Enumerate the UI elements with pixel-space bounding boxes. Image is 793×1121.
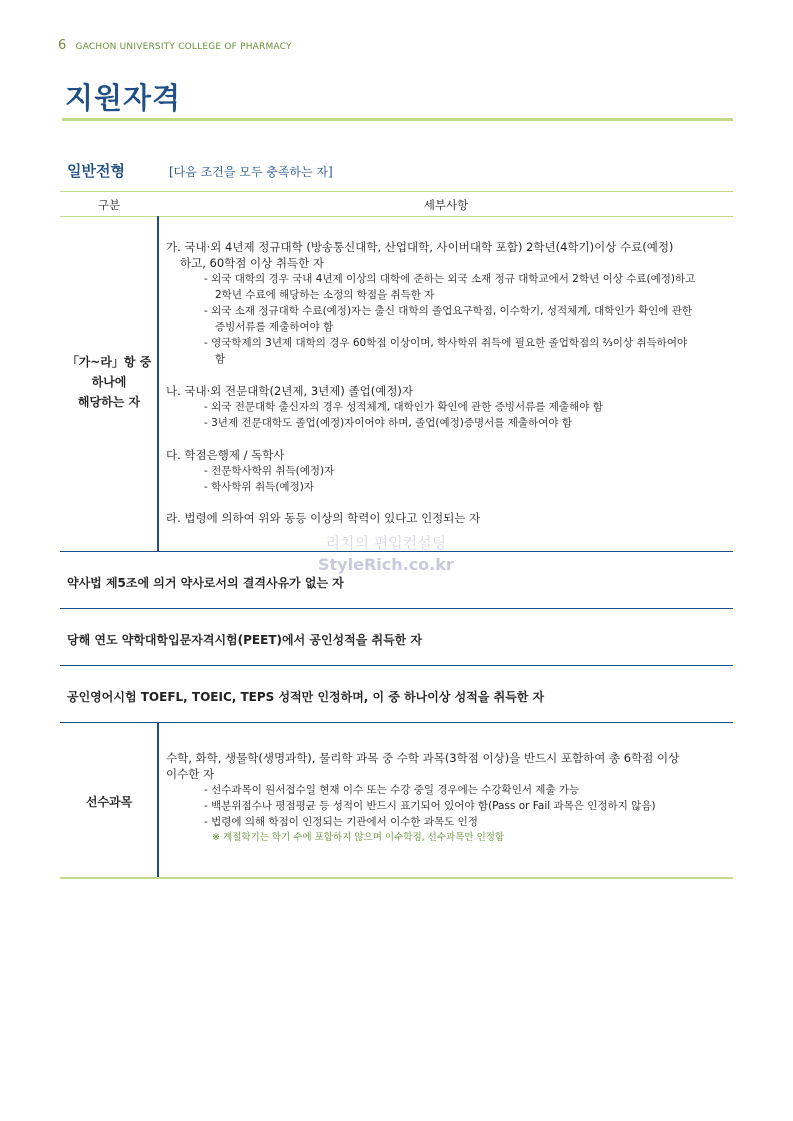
item-da: 다. 학점은행제 / 독학사 bbox=[166, 448, 285, 462]
condition3-text: 당해 연도 약학대학입문자격시험(PEET)에서 공인성적을 취득한 자 bbox=[67, 633, 423, 647]
section-title: 일반전형 bbox=[67, 162, 125, 180]
page-title: 지원자격 bbox=[65, 81, 182, 115]
condition1-label bbox=[60, 352, 158, 412]
sub-text: 증빙서류를 제출하여야 함 bbox=[215, 321, 334, 333]
prereq-label: 선수과목 bbox=[85, 795, 133, 809]
item-ga-cont: 하고, 60학점 이상 취득한 자 bbox=[180, 256, 324, 270]
condition2-text: 약사법 제5조에 의거 약사로서의 결격사유가 없는 자 bbox=[67, 576, 344, 590]
da-sub2: - 학사학위 취득(예정)자 bbox=[204, 481, 314, 493]
section-heading bbox=[67, 160, 333, 181]
section-subtitle: [다음 조건을 모두 충족하는 자] bbox=[168, 165, 333, 179]
sub-text: - 외국 소재 정규대학 수료(예정)자는 출신 대학의 졸업요구학점, 이수학기, 성적체계, 대학인가 확인에 관한 bbox=[204, 305, 693, 317]
ga-sub1 bbox=[166, 271, 728, 303]
sub-text: - 외국 대학의 경우 국내 4년제 이상의 대학에 준하는 외국 소재 정규 대학교에서 2학년 이상 수료(예정)하고 bbox=[204, 273, 696, 285]
title-divider bbox=[62, 118, 733, 121]
row-divider bbox=[60, 665, 733, 666]
header-details: 세부사항 bbox=[423, 198, 469, 212]
condition1-label-line: 해당하는 자 bbox=[77, 395, 141, 409]
watermark bbox=[318, 532, 454, 576]
prereq-line: 이수한 자 bbox=[166, 767, 215, 781]
item-ra: 라. 법령에 의하여 위와 동등 이상의 학력이 있다고 인정되는 자 bbox=[166, 511, 481, 525]
condition1-label-line: 하나에 bbox=[91, 375, 127, 389]
running-header bbox=[58, 38, 292, 53]
da-sub1: - 전문학사학위 취득(예정)자 bbox=[204, 465, 335, 477]
item-ga: 가. 국내·외 4년제 정규대학 (방송통신대학, 산업대학, 사이버대학 포함) 2학년(4학기)이상 수료(예정) bbox=[166, 240, 674, 254]
watermark-line: StyleRich.co.kr bbox=[318, 555, 454, 574]
row-divider bbox=[60, 722, 733, 723]
watermark-line: 리치의 편입컨설팅 bbox=[325, 534, 447, 552]
prereq-sub2: - 백분위점수나 평점평균 등 성적이 반드시 표기되어 있어야 함(Pass or Fail 과목은 인정하지 않음) bbox=[204, 800, 656, 812]
page-number: 6 bbox=[58, 38, 67, 53]
ga-sub3 bbox=[166, 335, 728, 367]
item-na: 나. 국내·외 전문대학(2년제, 3년제) 졸업(예정)자 bbox=[166, 384, 414, 398]
na-sub1: - 외국 전문대학 출신자의 경우 성적체계, 대학인가 확인에 관한 증빙서류를 제출해야 함 bbox=[204, 401, 603, 413]
condition1-details bbox=[166, 239, 728, 526]
condition1-label-line: 「가~라」항 중 bbox=[66, 355, 152, 369]
ga-sub2 bbox=[166, 303, 728, 335]
prereq-details bbox=[166, 750, 728, 846]
table-bottom-rule bbox=[60, 877, 733, 879]
sub-text: - 영국학제의 3년제 대학의 경우 60학점 이상이며, 학사학위 취득에 필요한 졸업학점의 ⅔이상 취득하여야 bbox=[204, 337, 688, 349]
prereq-sub1: - 선수과목이 원서접수일 현재 이수 또는 수강 중일 경우에는 수강확인서 제출 가능 bbox=[204, 784, 580, 796]
prereq-line: 수학, 화학, 생물학(생명과학), 물리학 과목 중 수학 과목(3학점 이상)을 반드시 포함하여 총 6학점 이상 bbox=[166, 751, 680, 765]
sub-text: 함 bbox=[215, 353, 226, 365]
header-category: 구분 bbox=[97, 198, 121, 212]
condition4-text: 공인영어시험 TOEFL, TOEIC, TEPS 성적만 인정하며, 이 중 하나이상 성적을 취득한 자 bbox=[67, 690, 545, 704]
row-divider bbox=[60, 608, 733, 609]
sub-text: 2학년 수료에 해당하는 소정의 학점을 취득한 자 bbox=[215, 289, 435, 301]
running-title: GACHON UNIVERSITY COLLEGE OF PHARMACY bbox=[75, 42, 292, 52]
prereq-sub3: - 법령에 의해 학점이 인정되는 기관에서 이수한 과목도 인정 bbox=[204, 816, 478, 828]
table-header-row bbox=[60, 191, 733, 217]
prereq-note: ※ 계절학기는 학기 수에 포함하지 않으며 이수학점, 선수과목만 인정함 bbox=[212, 832, 505, 843]
na-sub2: - 3년제 전문대학도 졸업(예정)자이어야 하며, 졸업(예정)증명서를 제출하여야 함 bbox=[204, 417, 572, 429]
